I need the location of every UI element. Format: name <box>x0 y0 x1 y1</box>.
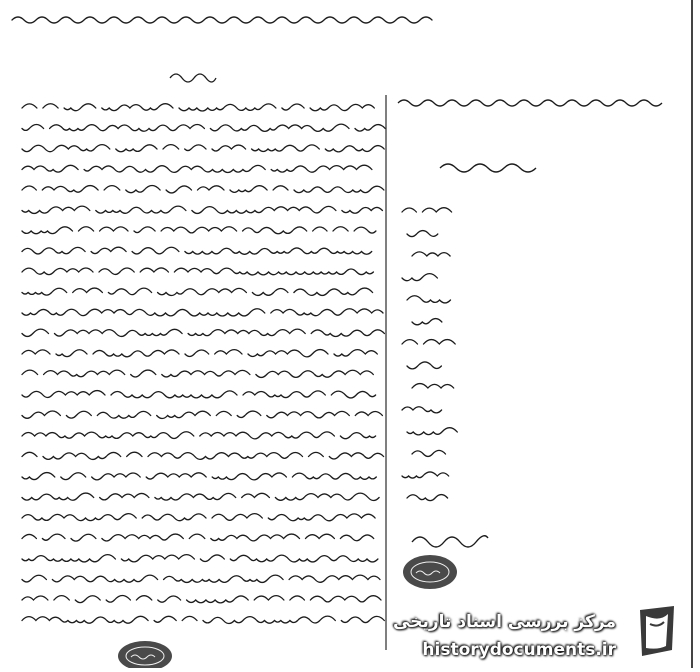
seal-stamp-right <box>403 555 457 589</box>
watermark-title: مرکز بررسی اسناد تاریخی <box>393 612 616 632</box>
folded-document-logo-icon <box>640 606 674 656</box>
watermark-url[interactable]: historydocuments.ir <box>422 640 616 660</box>
